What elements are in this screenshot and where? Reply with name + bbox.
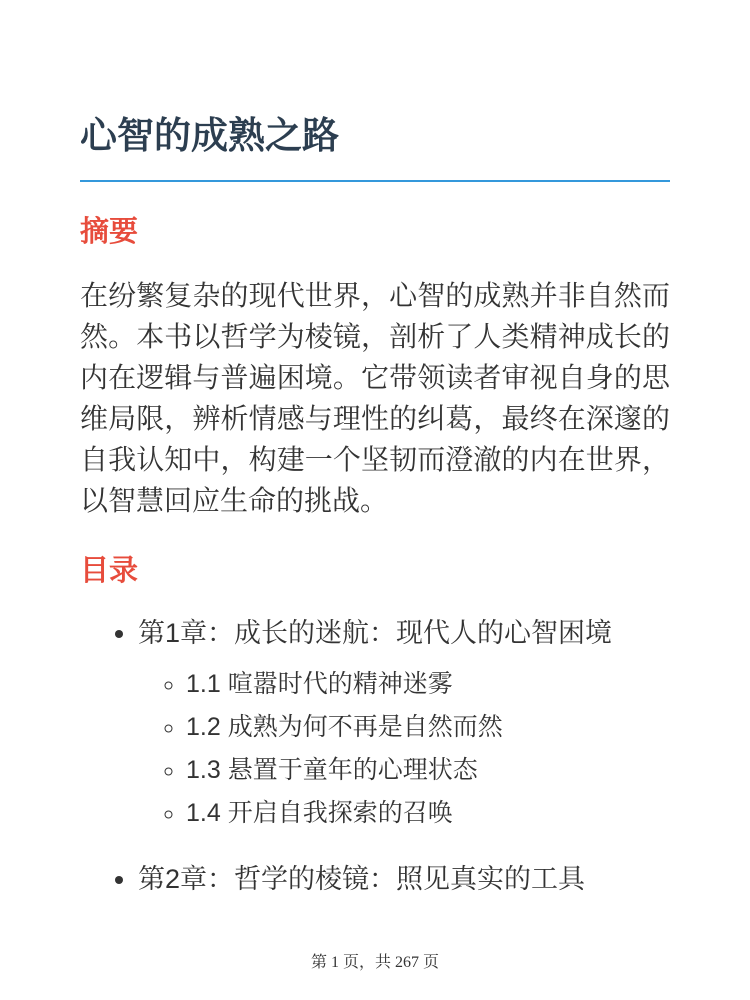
toc-chapter-2-label: 第2章：哲学的棱镜：照见真实的工具 xyxy=(138,864,586,894)
abstract-heading: 摘要 xyxy=(80,216,139,248)
toc-list xyxy=(80,615,670,897)
toc-section-1-3: ◦ 1.3 悬置于童年的心理状态 xyxy=(186,749,670,792)
toc-chapter-1-label: 第1章：成长的迷航：现代人的心智困境 xyxy=(138,618,613,648)
toc-chapter-1-sections xyxy=(138,663,670,835)
toc-chapter-1 xyxy=(138,615,670,835)
toc-chapter-2 xyxy=(138,861,670,897)
page-number: 第 1 页，共 267 页 xyxy=(310,954,439,971)
toc-section-1-2: ◦ 1.2 成熟为何不再是自然而然 xyxy=(186,706,670,749)
abstract-text: 在纷繁复杂的现代世界，心智的成熟并非自然而然。本书以哲学为棱镜，剖析了人类精神成长的内在逻辑与普遍困境。它带领读者审视自身的思维局限，辨析情感与理性的纠葛，最终在深邃的自我认知中，构建一个坚韧而澄澈的内在世界，以智慧回应生命的挑战。 xyxy=(80,280,670,516)
toc-heading: 目录 xyxy=(80,555,139,587)
page-title: 心智的成熟之路 xyxy=(80,112,670,182)
toc-section-1-1: ◦ 1.1 喧嚣时代的精神迷雾 xyxy=(186,663,670,706)
toc-section-1-4: ◦ 1.4 开启自我探索的召唤 xyxy=(186,792,670,835)
